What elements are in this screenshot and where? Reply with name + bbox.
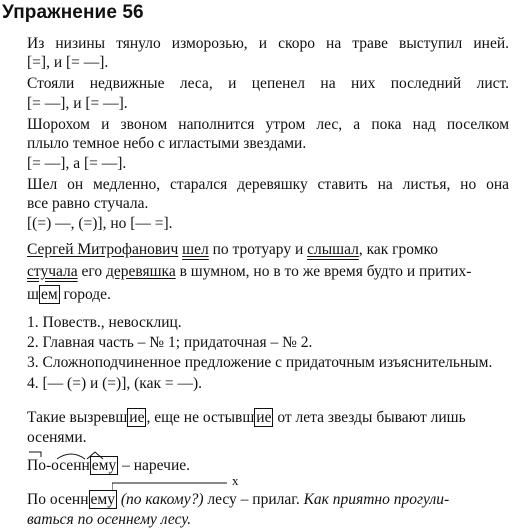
sentence-line: Из низины тянуло изморозью, и скоро на траве выступил иней. [27, 35, 509, 52]
dependency-arrow-icon [112, 476, 252, 490]
ending-box: ие [256, 409, 272, 426]
sentence-line: Шорохом и звоном наполнится утром лес, а пока над поселком [27, 116, 509, 133]
ending-box: ие [129, 409, 145, 426]
predicate-underline: стучала [27, 263, 78, 280]
parsed-sentence-line: По осенн ему (по какому?) лесу – прилаг. Как приятно прогули- [27, 491, 450, 508]
parsed-sentence-line: ш ем городе. [27, 286, 111, 303]
prefix-word: По-осенн ему [27, 456, 118, 475]
sentence-line: все равно стучала. [27, 195, 149, 212]
scheme-line: [(=) —, (=)], но [— =]. [27, 215, 173, 232]
scheme-line: [=], и [= —]. [27, 54, 109, 71]
parsed-sentence-line: Такие вызревш ие , еще не остывш ие от лета звезды бывают лишь [27, 409, 466, 426]
question-text: (по какому?) [120, 491, 204, 508]
sentence-line: плыло темное небо с игластыми звездами. [27, 135, 307, 152]
analysis-item: 2. Главная часть – № 1; придаточная – № 2. [27, 334, 313, 351]
predicate-underline: слышал [307, 241, 359, 258]
scheme-line: [= —], и [= —]. [27, 95, 128, 112]
parsed-sentence-line: стучала его деревяшка в шумном, но в то же время будто и притих- [27, 263, 472, 280]
analysis-item: 4. [— (=) и (=)], (как = —). [27, 375, 203, 392]
ending-box: ему [91, 457, 117, 474]
analysis-item: 3. Сложноподчиненное предложение с придаточным изъяснительным. [27, 354, 493, 371]
subject-underline: деревяшка [105, 263, 176, 280]
sentence-line: осенями. [27, 429, 87, 446]
dependency-line [112, 473, 252, 490]
parsed-sentence-line: Сергей Митрофанович шел по тротуару и слышал, как громко [27, 241, 439, 258]
ending-box: ем [40, 286, 58, 303]
ending-box: ему [90, 491, 115, 508]
sentence-line: Стояли недвижные леса, и цепенел на них последний лист. [27, 75, 509, 92]
predicate-underline: шел [182, 241, 209, 258]
scheme-line: [= —], а [= —]. [27, 155, 127, 172]
dependency-mark: x [232, 473, 239, 488]
root-arc-icon [27, 449, 157, 461]
sentence-line: ваться по осеннему лесу. [27, 511, 192, 528]
exercise-title: Упражнение 56 [2, 2, 144, 23]
morpheme-line: По-осенн ему – наречие. [27, 456, 190, 475]
sentence-line: Шел он медленно, старался деревяшку ставить на листья, но она [27, 176, 509, 193]
subject-underline: Сергей Митрофанович [27, 241, 179, 258]
analysis-item: 1. Повеств., невосклиц. [27, 314, 182, 331]
